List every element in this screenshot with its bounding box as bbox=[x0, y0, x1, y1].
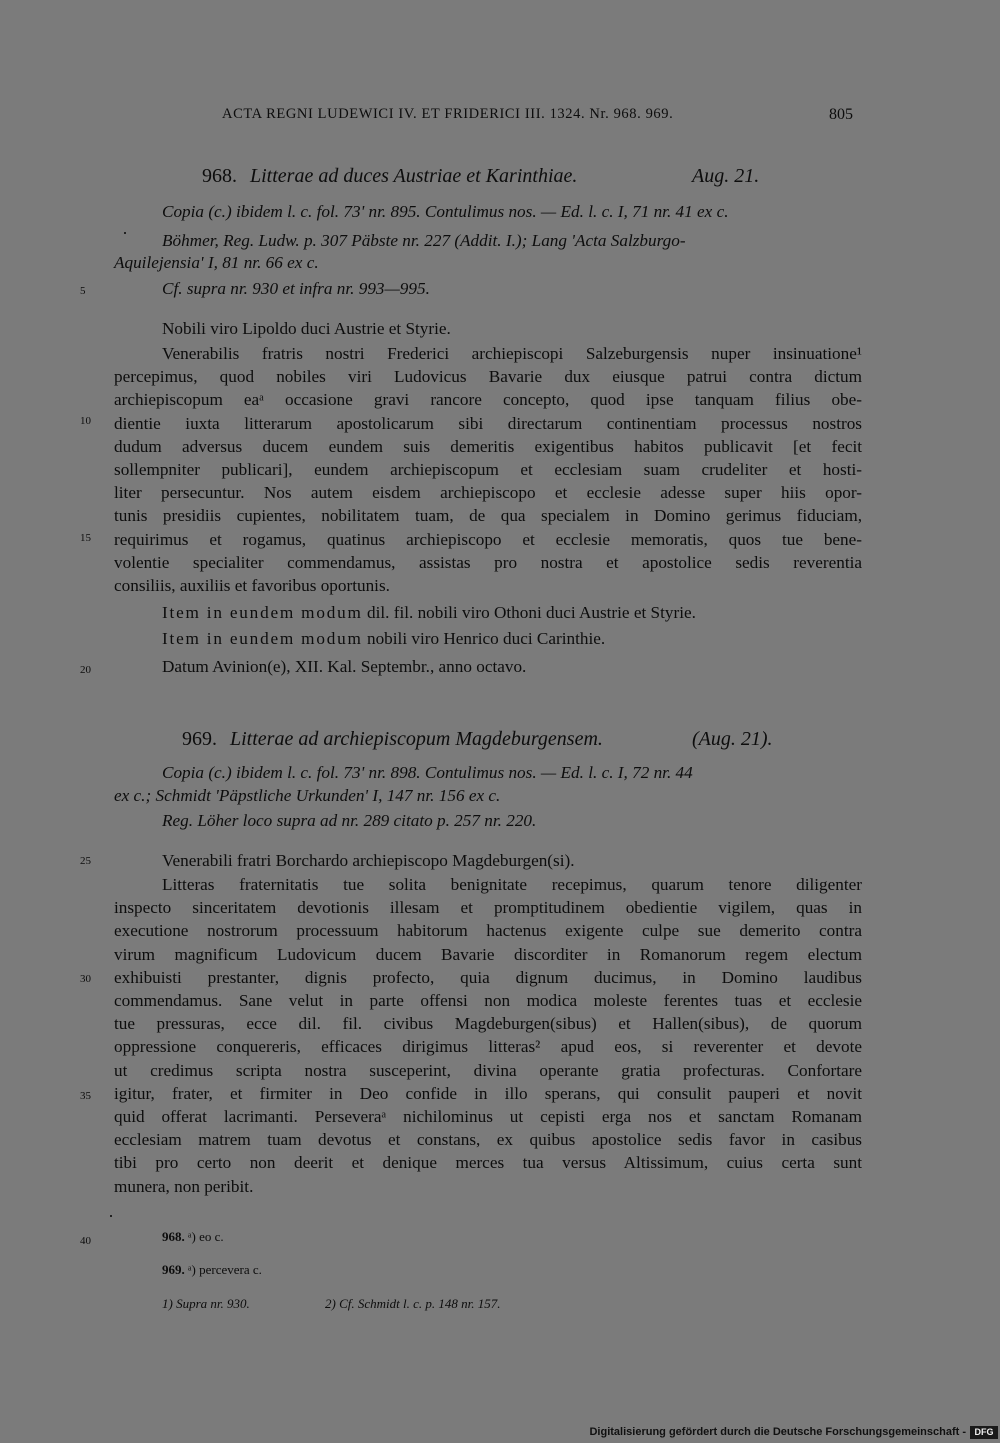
doc968-heading bbox=[202, 165, 802, 188]
doc969-salutation: Venerabili fratri Borchardo archiepiscopo Magdeburgen(si). bbox=[162, 851, 575, 870]
body-line: Venerabilis fratris nostri Frederici archiepiscopi Salzeburgensis nuper insinuatione¹ bbox=[162, 344, 862, 363]
body-line: commendamus. Sane velut in parte offensi non modica moleste ferentes tuas et ecclesie bbox=[114, 991, 862, 1011]
doc968-source-line: Cf. supra nr. 930 et infra nr. 993—995. bbox=[162, 279, 430, 298]
running-title: ACTA REGNI LUDEWICI IV. ET FRIDERICI III. 1324. Nr. 968. 969. bbox=[222, 106, 674, 122]
body-line: volentie specialiter commendamus, assistas pro nostra et apostolice sedis reverentia bbox=[114, 552, 862, 572]
footnote-968 bbox=[162, 1229, 224, 1245]
doc968-salutation: Nobili viro Lipoldo duci Austrie et Styrie. bbox=[162, 319, 451, 338]
body-line: igitur, frater, et firmiter in Deo confide in illo sperans, qui consulit pauperi et novit bbox=[114, 1083, 862, 1103]
body-line: archiepiscopum eaᵃ occasione gravi rancore concepto, quod ipse tanquam filius obe- bbox=[114, 390, 862, 410]
body-line: inspecto sinceritatem devotionis illesam et promptitudinem obedientie vigilem, quas in bbox=[114, 898, 862, 918]
page-number: 805 bbox=[829, 106, 853, 123]
doc968-date: Aug. 21. bbox=[692, 165, 760, 187]
doc968-number: 968. bbox=[202, 165, 237, 187]
footnote-ref-1: 1) Supra nr. 930. bbox=[162, 1296, 250, 1311]
doc968-title: Litterae ad duces Austriae et Karinthiae. bbox=[250, 165, 578, 187]
margin-line-number: 10 bbox=[80, 415, 91, 427]
doc969-source-line: Reg. Löher loco supra ad nr. 289 citato p. 257 nr. 220. bbox=[162, 811, 537, 830]
margin-line-number: 25 bbox=[80, 855, 91, 867]
doc968-source-line: Aquilejensia' I, 81 nr. 66 ex c. bbox=[114, 253, 319, 272]
doc968-source-line: Copia (c.) ibidem l. c. fol. 73' nr. 895. Contulimus nos. — Ed. l. c. I, 71 nr. 41 ex c. bbox=[162, 202, 729, 221]
body-line: tibi pro certo non deerit et denique merces tua versus Altissimum, cuius certa sunt bbox=[114, 1153, 862, 1173]
doc969-title: Litterae ad archiepiscopum Magdeburgensem. bbox=[230, 728, 603, 750]
body-line: dudum adversus ducem eundem suis demeritis exigentibus habitos publicavit [et fecit bbox=[114, 436, 862, 456]
doc969-source-line: ex c.; Schmidt 'Päpstliche Urkunden' I, 147 nr. 156 ex c. bbox=[114, 786, 501, 805]
body-line: tunis presidiis cupientes, nobilitatem tuam, de qua specialem in Domino gerimus fiduciam, bbox=[114, 506, 862, 526]
body-line: sollempniter publicari], eundem archiepiscopum et ecclesiam suam crudeliter et hosti- bbox=[114, 460, 862, 480]
doc968-item-2 bbox=[162, 628, 605, 650]
item-rest: dil. fil. nobili viro Othoni duci Austrie et Styrie. bbox=[366, 603, 696, 622]
doc968-datum: Datum Avinion(e), XII. Kal. Septembr., anno octavo. bbox=[162, 657, 527, 676]
running-header bbox=[0, 106, 1000, 130]
body-line: dientie iuxta litterarum apostolicarum sibi directarum continentiam processus nostros bbox=[114, 413, 862, 433]
margin-line-number: 15 bbox=[80, 532, 91, 544]
body-line: oppressione conquereris, efficaces dirigimus litteras² apud eos, si reverenter et devote bbox=[114, 1037, 862, 1057]
spaced-phrase: Item in eundem modum bbox=[162, 603, 363, 622]
margin-line-number: 5 bbox=[80, 285, 86, 297]
doc969-body bbox=[114, 873, 862, 1198]
margin-line-number: 30 bbox=[80, 973, 91, 985]
body-line: percepimus, quod nobiles viri Ludovicus Bavarie dux eiusque patrui contra dictum bbox=[114, 367, 862, 387]
doc968-item-1 bbox=[162, 602, 696, 624]
footnote-969 bbox=[162, 1262, 262, 1278]
body-line: munera, non peribit. bbox=[114, 1176, 254, 1196]
footnote-doc-number: 968. bbox=[162, 1229, 185, 1244]
doc968-body bbox=[114, 342, 862, 597]
footnote-ref-2: 2) Cf. Schmidt l. c. p. 148 nr. 157. bbox=[325, 1296, 501, 1311]
footnote-text: ᵃ) eo c. bbox=[188, 1229, 224, 1244]
funding-footer bbox=[0, 1424, 1000, 1443]
scan-speck bbox=[124, 232, 126, 234]
doc969-date: (Aug. 21). bbox=[692, 728, 773, 750]
body-line: tue pressuras, ecce dil. fil. civibus Magdeburgen(sibus) et Hallen(sibus), de quorum bbox=[114, 1014, 862, 1034]
body-line: executione nostrorum processuum habitorum hactenus exigente culpe sue demerito contra bbox=[114, 921, 862, 941]
body-line: exhibuisti prestanter, dignis profecto, quia dignum ducimus, in Domino laudibus bbox=[114, 967, 862, 987]
footnote-text: ᵃ) percevera c. bbox=[188, 1262, 262, 1277]
body-line: ut credimus scripta nostra susceperint, divina operante gratia profecturas. Confortare bbox=[114, 1060, 862, 1080]
body-line: consiliis, auxiliis et favoribus oportunis. bbox=[114, 576, 390, 596]
spaced-phrase: Item in eundem modum bbox=[162, 629, 363, 648]
doc969-number: 969. bbox=[182, 728, 217, 750]
doc968-source-line: Böhmer, Reg. Ludw. p. 307 Päbste nr. 227 (Addit. I.); Lang 'Acta Salzburgo- bbox=[162, 231, 686, 250]
body-line: requirimus et rogamus, quatinus archiepiscopo et ecclesie memoratis, quos tue bene- bbox=[114, 529, 862, 549]
body-line: Litteras fraternitatis tue solita benignitate recepimus, quarum tenore diligenter bbox=[162, 875, 862, 894]
body-line: quid offerat lacrimanti. Perseveraᵃ nichilominus ut cepisti erga nos et sanctam Romanam bbox=[114, 1107, 862, 1127]
dfg-logo: DFG bbox=[970, 1426, 998, 1439]
margin-line-number: 20 bbox=[80, 664, 91, 676]
body-line: liter persecuntur. Nos autem eisdem archiepiscopo et ecclesie adesse super hiis opor- bbox=[114, 483, 862, 503]
body-line: ecclesiam matrem tuam devotus et constans, ex quibus apostolice sedis favor in casibus bbox=[114, 1130, 862, 1150]
doc969-source-line: Copia (c.) ibidem l. c. fol. 73' nr. 898. Contulimus nos. — Ed. l. c. I, 72 nr. 44 bbox=[162, 763, 693, 782]
footnote-doc-number: 969. bbox=[162, 1262, 185, 1277]
margin-line-number: 35 bbox=[80, 1090, 91, 1102]
item-rest: nobili viro Henrico duci Carinthie. bbox=[366, 629, 606, 648]
scan-speck bbox=[110, 1215, 112, 1217]
funding-text: Digitalisierung gefördert durch die Deutsche Forschungsgemeinschaft - bbox=[589, 1426, 966, 1438]
doc969-heading bbox=[182, 728, 822, 751]
body-line: virum magnificum Ludovicum ducem Bavarie discorditer in Romanorum regem electum bbox=[114, 944, 862, 964]
margin-line-number: 40 bbox=[80, 1235, 91, 1247]
